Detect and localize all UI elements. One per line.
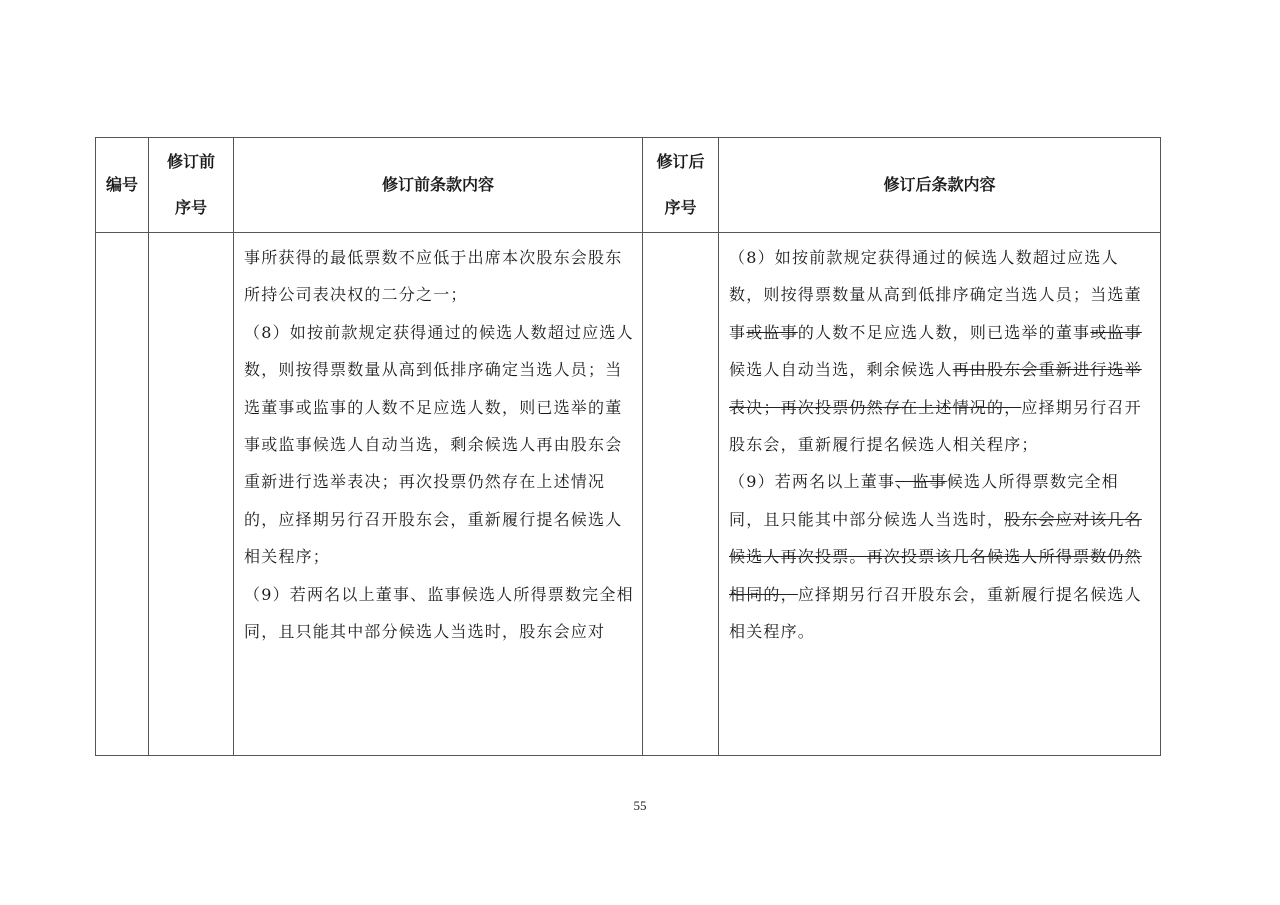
- deleted-text: 股东会应对该几名候选人再次投票。再次投票该几名候选人所得票数仍然相同的，: [729, 509, 1142, 604]
- deleted-text: 或监事: [1090, 322, 1142, 342]
- revised-text: （9）若两名以上董事: [729, 472, 896, 492]
- table-row: [96, 233, 1161, 756]
- after-paragraph: [729, 463, 1153, 650]
- page-number: 55: [633, 798, 647, 813]
- header-after-content: 修订后条款内容: [719, 138, 1161, 233]
- revised-text: 应择期另行召开股东会，重新履行提名候选人相关程序；: [729, 397, 1142, 455]
- header-after-seq-line1: 修订后: [656, 152, 705, 171]
- header-after-seq: [643, 138, 719, 233]
- deleted-text: 或监事: [746, 322, 798, 342]
- cell-after-content: [719, 233, 1161, 756]
- revised-text: 的人数不足应选人数，则已选举的董事: [797, 322, 1091, 342]
- cell-before-content: [234, 233, 643, 756]
- before-paragraph: （8）如按前款规定获得通过的候选人数超过应选人数，则按得票数量从高到低排序确定当选人员；当选董事或监事的人数不足应选人数，则已选举的董事或监事候选人自动当选，剩余候选人再由股东会重新进行选举表决；再次投票仍然存在上述情况的，应择期另行召开股东会，重新履行提名候选人相关程序；: [244, 322, 634, 567]
- header-before-seq: [149, 138, 234, 233]
- revised-text: 候选人所得票数完全相同，且只能其中部分候选人当选时，: [729, 472, 1119, 529]
- deleted-text: 再由股东会重新进行选举表决；再次投票仍然存在上述情况的，: [729, 360, 1142, 417]
- deleted-text: 、监事: [895, 472, 947, 492]
- before-paragraph: 事所获得的最低票数不应低于出席本次股东会股东所持公司表决权的二分之一；: [244, 248, 623, 305]
- cell-number: [96, 233, 149, 756]
- before-paragraph: （9）若两名以上董事、监事候选人所得票数完全相同，且只能其中部分候选人当选时，股东会应对: [244, 584, 634, 642]
- header-before-seq-line2: 序号: [174, 198, 207, 217]
- after-paragraph: [729, 239, 1153, 463]
- header-before-seq-line1: 修订前: [166, 152, 215, 171]
- revision-table: [95, 137, 1161, 756]
- header-after-seq-line2: 序号: [664, 198, 697, 217]
- revised-text: （8）如按前款规定获得通过的候选人数超过应选人数，则按得票数量从高到低排序确定当选人员；当选董事: [729, 248, 1142, 342]
- header-number: 编号: [96, 138, 149, 233]
- cell-after-seq: [643, 233, 719, 756]
- revised-text: 应择期另行召开股东会，重新履行提名候选人相关程序。: [729, 584, 1142, 642]
- header-row: [96, 138, 1161, 233]
- revised-text: 候选人自动当选，剩余候选人: [729, 360, 953, 380]
- cell-before-seq: [149, 233, 234, 756]
- header-before-content: 修订前条款内容: [234, 138, 643, 233]
